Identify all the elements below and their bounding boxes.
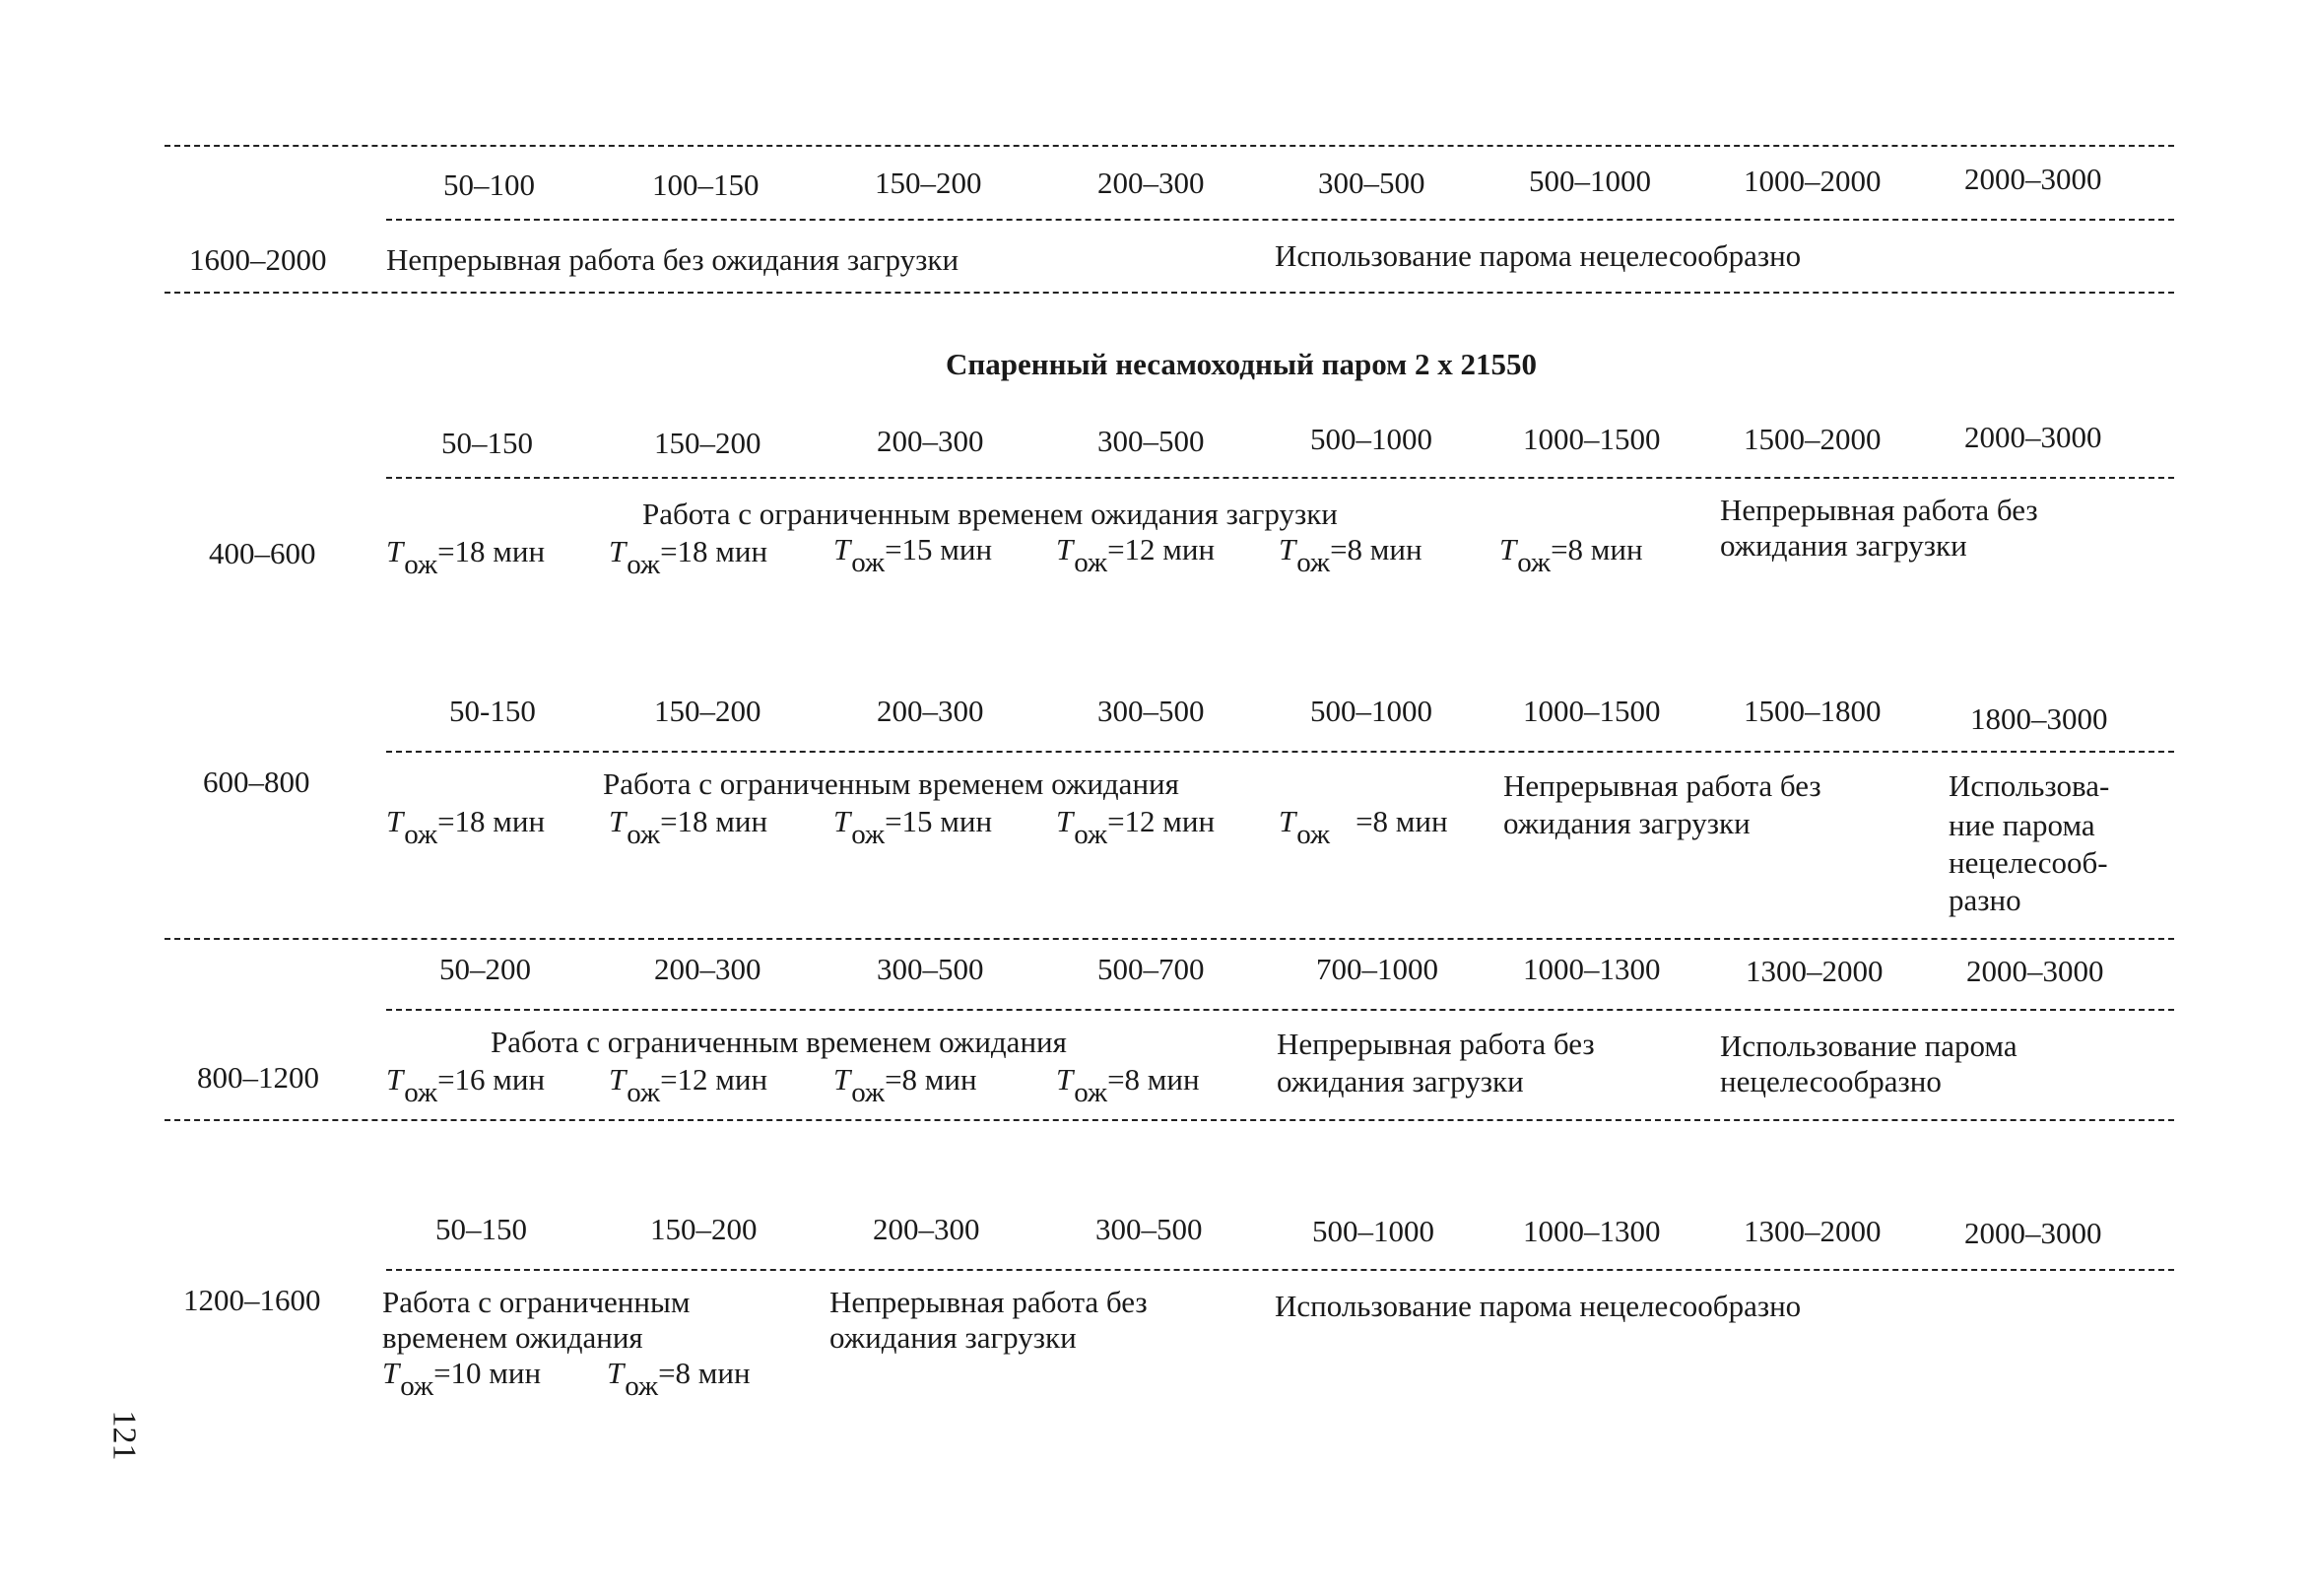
- t-wait-value: Tож=18 мин: [386, 534, 546, 580]
- range-cell: 1300–2000: [1746, 954, 1884, 988]
- rule: [165, 1119, 2174, 1121]
- range-cell: 1000–1500: [1523, 422, 1661, 456]
- range-cell: 300–500: [1318, 166, 1425, 200]
- range-cell: 1500–1800: [1744, 694, 1882, 728]
- row-label: 1600–2000: [189, 242, 327, 277]
- ferry-inexpedient-line: Использова-: [1949, 768, 2110, 803]
- range-cell: 500–1000: [1529, 164, 1651, 198]
- t-wait-value: Tож=12 мин: [609, 1062, 768, 1108]
- range-cell: 1300–2000: [1744, 1214, 1882, 1248]
- range-cell: 200–300: [877, 424, 984, 458]
- t-wait-value: Tож=15 мин: [833, 532, 993, 578]
- limited-wait-line2: временем ожидания: [382, 1320, 643, 1355]
- ferry-inexpedient-text: Использование парома нецелесообразно: [1275, 1289, 1802, 1323]
- t-wait-value: Tож=18 мин: [609, 534, 768, 580]
- row-label: 400–600: [209, 536, 316, 570]
- rule: [386, 751, 2174, 753]
- t-wait-value: Tож=8 мин: [1279, 532, 1422, 578]
- limited-wait-line1: Работа с ограниченным: [382, 1285, 691, 1319]
- t-wait-value: Tож=16 мин: [386, 1062, 546, 1108]
- range-cell: 50–150: [441, 426, 533, 460]
- t-wait-value: Tож =8 мин: [1279, 804, 1448, 850]
- rule: [386, 219, 2174, 221]
- t-wait-value: Tож=8 мин: [833, 1062, 977, 1108]
- t-wait-value: Tож=10 мин: [382, 1356, 542, 1402]
- continuous-work-line1: Непрерывная работа без: [1277, 1027, 1595, 1061]
- rule: [386, 1269, 2174, 1271]
- range-cell: 500–700: [1097, 952, 1205, 986]
- t-wait-value: Tож=15 мин: [833, 804, 993, 850]
- row-label: 800–1200: [197, 1060, 319, 1095]
- rule: [386, 1009, 2174, 1011]
- range-cell: 300–500: [1097, 694, 1205, 728]
- ferry-inexpedient-line2: нецелесообразно: [1720, 1064, 1942, 1098]
- continuous-work-text: Непрерывная работа без ожидания загрузки: [386, 242, 959, 277]
- range-cell: 1000–1300: [1523, 952, 1661, 986]
- rule-top: [165, 145, 2174, 147]
- range-cell: 500–1000: [1312, 1214, 1434, 1248]
- limited-wait-heading: Работа с ограниченным временем ожидания: [603, 766, 1179, 801]
- range-cell: 2000–3000: [1964, 420, 2102, 454]
- limited-wait-heading: Работа с ограниченным временем ожидания загрузки: [642, 497, 1338, 531]
- ferry-inexpedient-line: разно: [1949, 883, 2021, 917]
- range-cell: 200–300: [873, 1212, 980, 1246]
- range-cell: 500–1000: [1310, 694, 1432, 728]
- range-cell: 50–200: [439, 952, 531, 986]
- page-number: 121: [105, 1410, 143, 1461]
- continuous-work-line1: Непрерывная работа без: [829, 1285, 1148, 1319]
- t-wait-value: Tож=8 мин: [607, 1356, 751, 1402]
- ferry-inexpedient-line: ние парома: [1949, 808, 2095, 842]
- continuous-work-line2: ожидания загрузки: [829, 1320, 1077, 1355]
- range-cell: 200–300: [654, 952, 761, 986]
- t-wait-value: Tож=18 мин: [386, 804, 546, 850]
- continuous-work-line1: Непрерывная работа без: [1503, 768, 1821, 803]
- range-cell: 2000–3000: [1966, 954, 2104, 988]
- range-cell: 1500–2000: [1744, 422, 1882, 456]
- range-cell: 50-150: [449, 694, 536, 728]
- ferry-inexpedient-text: Использование парома нецелесообразно: [1275, 238, 1802, 273]
- row-label: 600–800: [203, 765, 310, 799]
- rule: [165, 292, 2174, 294]
- ferry-inexpedient-line: нецелесооб-: [1949, 845, 2108, 880]
- continuous-work-line2: ожидания загрузки: [1720, 528, 1967, 563]
- rule: [165, 938, 2174, 940]
- range-cell: 1000–2000: [1744, 164, 1882, 198]
- row-label: 1200–1600: [183, 1283, 321, 1317]
- range-cell: 150–200: [875, 166, 982, 200]
- range-cell: 150–200: [654, 426, 761, 460]
- continuous-work-line2: ожидания загрузки: [1503, 806, 1751, 840]
- range-cell: 1000–1500: [1523, 694, 1661, 728]
- continuous-work-line2: ожидания загрузки: [1277, 1064, 1524, 1098]
- range-cell: 100–150: [652, 167, 760, 202]
- t-wait-value: Tож=18 мин: [609, 804, 768, 850]
- range-cell: 50–100: [443, 167, 535, 202]
- rule: [386, 477, 2174, 479]
- range-cell: 200–300: [1097, 166, 1205, 200]
- range-cell: 150–200: [650, 1212, 758, 1246]
- range-cell: 2000–3000: [1964, 162, 2102, 196]
- t-wait-value: Tож=12 мин: [1056, 804, 1216, 850]
- range-cell: 300–500: [1095, 1212, 1203, 1246]
- continuous-work-line1: Непрерывная работа без: [1720, 493, 2038, 527]
- range-cell: 50–150: [435, 1212, 527, 1246]
- range-cell: 700–1000: [1316, 952, 1438, 986]
- range-cell: 150–200: [654, 694, 761, 728]
- range-cell: 1000–1300: [1523, 1214, 1661, 1248]
- range-cell: 1800–3000: [1970, 701, 2108, 736]
- range-cell: 200–300: [877, 694, 984, 728]
- range-cell: 2000–3000: [1964, 1216, 2102, 1250]
- range-cell: 300–500: [1097, 424, 1205, 458]
- t-wait-value: Tож=8 мин: [1499, 532, 1643, 578]
- section-title: Спаренный несамоходный паром 2 х 21550: [946, 347, 1538, 381]
- t-wait-value: Tож=12 мин: [1056, 532, 1216, 578]
- t-wait-value: Tож=8 мин: [1056, 1062, 1200, 1108]
- limited-wait-heading: Работа с ограниченным временем ожидания: [491, 1025, 1067, 1059]
- ferry-inexpedient-line1: Использование парома: [1720, 1029, 2017, 1063]
- range-cell: 300–500: [877, 952, 984, 986]
- range-cell: 500–1000: [1310, 422, 1432, 456]
